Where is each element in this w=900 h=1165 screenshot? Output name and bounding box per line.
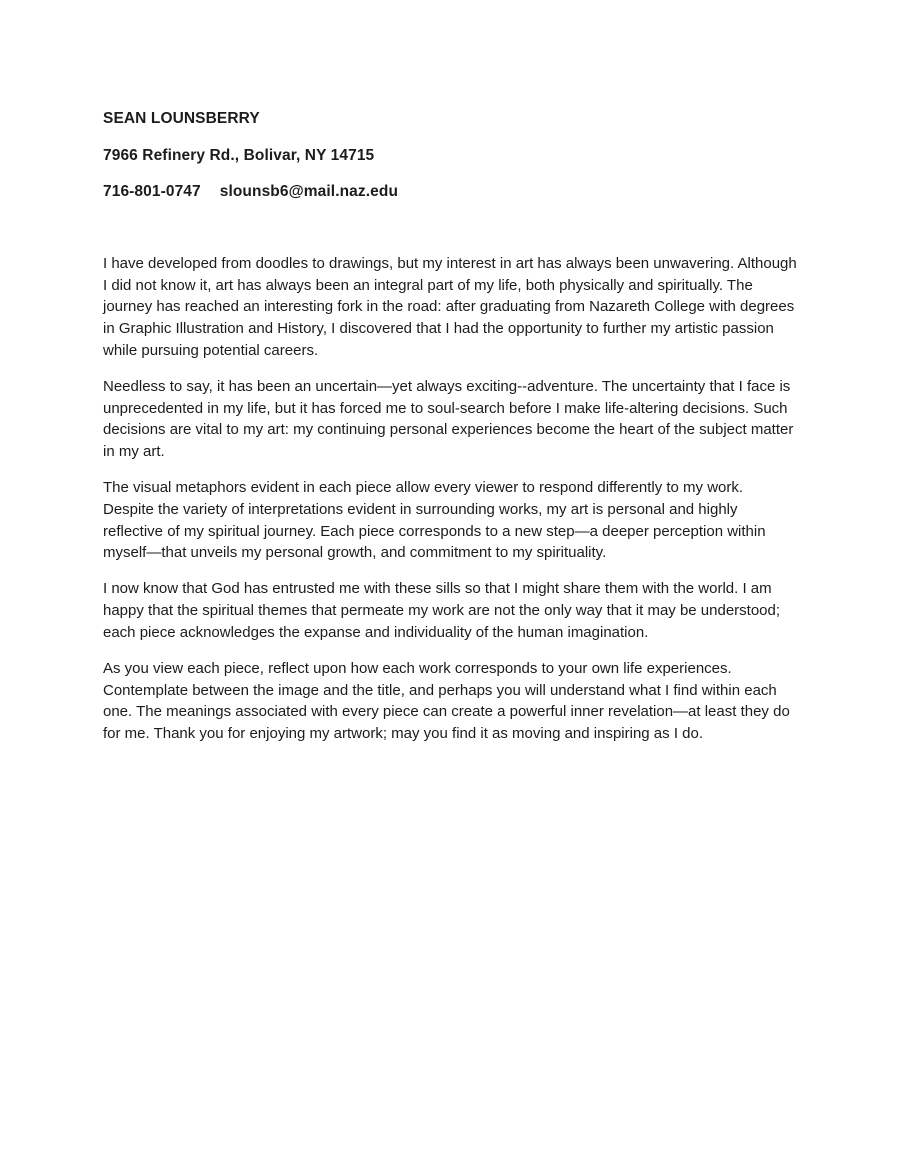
- artist-name: SEAN LOUNSBERRY: [103, 110, 260, 127]
- email-address: slounsb6@mail.naz.edu: [219, 183, 399, 200]
- statement-paragraph-4: I now know that God has entrusted me with these sills so that I might share them with the world. I am happy that the spiritual themes that permeate my work are not the only way that it may be understood; each piece acknowledges the expanse and individuality of the human imagination.: [103, 580, 781, 641]
- contact-header: [103, 108, 797, 203]
- artist-statement: [103, 253, 797, 745]
- document-content: [103, 108, 797, 759]
- statement-paragraph-2: Needless to say, it has been an uncertain—yet always exciting--adventure. The uncertainty that I face is unprecedented in my life, but it has forced me to soul-search before I make life-altering decisions. Such decisions are vital to my art: my continuing personal experiences become the heart of the subject matter in my art.: [103, 377, 794, 461]
- statement-paragraph-5: As you view each piece, reflect upon how each work corresponds to your own life experiences. Contemplate between the image and the title, and perhaps you will understand what I find within each one. The meanings associated with every piece can create a powerful inner revelation—at least they do for me. Thank you for enjoying my artwork; may you find it as moving and inspiring as I do.: [103, 659, 790, 742]
- address-line: 7966 Refinery Rd., Bolivar, NY 14715: [103, 146, 375, 164]
- statement-paragraph-1: I have developed from doodles to drawings, but my interest in art has always been unwavering. Although I did not know it, art has always been an integral part of my life, both physically and spiritually. The journey has reached an interesting fork in the road: after graduating from Nazareth College with degrees in Graphic Illustration and History, I discovered that I had the opportunity to further my artistic passion while pursuing potential careers.: [103, 255, 797, 359]
- contact-line: [103, 181, 797, 203]
- phone-number: 716-801-0747: [103, 183, 201, 200]
- statement-paragraph-3: The visual metaphors evident in each piece allow every viewer to respond differently to my work. Despite the variety of interpretations evident in surrounding works, my art is personal and highly reflective of my spiritual journey. Each piece corresponds to a new step—a deeper perception within myself—that unveils my personal growth, and commitment to my spirituality.: [103, 479, 766, 562]
